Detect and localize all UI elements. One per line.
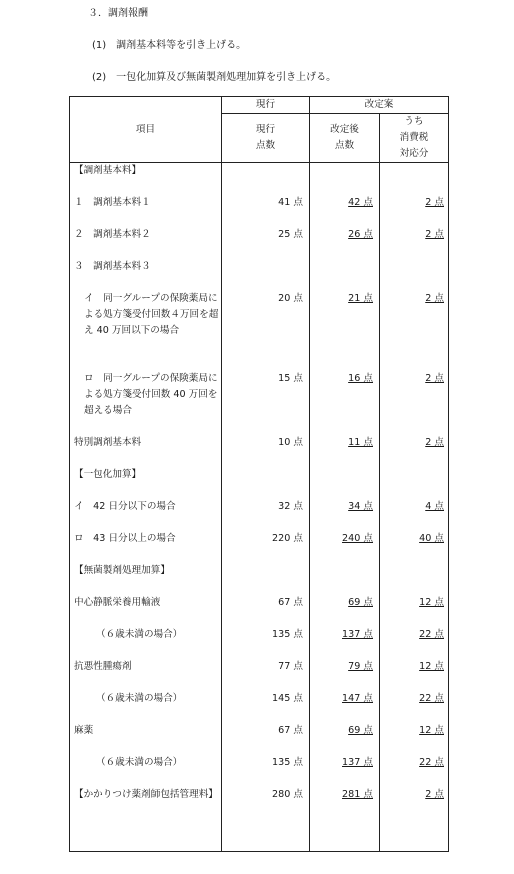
revised-points-cell [310,195,380,227]
revised-points: 69 点 [348,725,373,736]
table-row [70,371,449,435]
current-points: 145 点 [222,691,310,723]
current-points [222,467,310,499]
table-body [70,163,449,852]
revised-points: 147 点 [342,693,373,704]
tax-portion-cell [380,467,449,499]
revised-points-cell [310,691,380,723]
revised-points: 34 点 [348,501,373,512]
table-row [70,627,449,659]
revised-points-cell [310,531,380,563]
revised-points-cell [310,563,380,595]
header-current-points: 現行 点数 [222,114,310,163]
tax-portion: 2 点 [425,373,444,384]
header-item: 項目 [70,97,222,163]
current-points [222,259,310,291]
row-label: 【かかりつけ薬剤師包括管理料】 [70,787,222,852]
row-label: 【一包化加算】 [70,467,222,499]
tax-portion: 2 点 [425,789,444,800]
revised-points-cell [310,259,380,291]
revised-points: 21 点 [348,293,373,304]
table-row [70,499,449,531]
tax-portion: 22 点 [419,757,444,768]
tax-portion: 2 点 [425,197,444,208]
current-points: 25 点 [222,227,310,259]
tax-portion-cell [380,195,449,227]
table-row [70,531,449,563]
tax-portion-cell [380,787,449,852]
revised-points-cell [310,595,380,627]
revised-points-cell [310,659,380,691]
tax-portion-cell [380,627,449,659]
table-row [70,259,449,291]
tax-portion-cell [380,163,449,196]
current-points: 280 点 [222,787,310,852]
table-row [70,195,449,227]
revised-points: 69 点 [348,597,373,608]
row-label: ロ 43 日分以上の場合 [70,531,222,563]
current-points [222,163,310,196]
revised-points: 26 点 [348,229,373,240]
row-label: 麻薬 [70,723,222,755]
row-label: イ 同一グループの保険薬局による処方箋受付回数４万回を超え 40 万回以下の場合 [70,291,222,371]
tax-portion: 22 点 [419,693,444,704]
table-row [70,435,449,467]
header-revised-points: 改定後 点数 [310,114,380,163]
revised-points-cell [310,371,380,435]
row-label: 特別調剤基本料 [70,435,222,467]
revised-points-cell [310,723,380,755]
tax-portion: 2 点 [425,293,444,304]
revised-points-cell [310,627,380,659]
tax-portion-cell [380,691,449,723]
tax-portion: 2 点 [425,437,444,448]
revised-points: 79 点 [348,661,373,672]
revised-points: 16 点 [348,373,373,384]
tax-portion: 22 点 [419,629,444,640]
tax-portion-cell [380,531,449,563]
header-tax-portion: うち 消費税 対応分 [380,114,449,163]
revised-points: 137 点 [342,757,373,768]
revised-points-cell [310,227,380,259]
row-label: １ 調剤基本料１ [70,195,222,227]
row-label: 中心静脈栄養用輸液 [70,595,222,627]
row-label: （６歳未満の場合） [70,627,222,659]
subsection-1: (1) 調剤基本料等を引き上げる。 [92,40,247,51]
row-label: イ 42 日分以下の場合 [70,499,222,531]
current-points: 10 点 [222,435,310,467]
row-label: ロ 同一グループの保険薬局による処方箋受付回数 40 万回を超える場合 [70,371,222,435]
tax-portion: 4 点 [425,501,444,512]
tax-portion-cell [380,563,449,595]
table-row [70,163,449,196]
header-revised-group: 改定案 [310,97,449,114]
table-row [70,595,449,627]
row-label: ２ 調剤基本料２ [70,227,222,259]
revised-points-cell [310,291,380,371]
tax-portion: 40 点 [419,533,444,544]
table-row [70,691,449,723]
row-label: 抗悪性腫瘍剤 [70,659,222,691]
table-row [70,467,449,499]
revised-points: 11 点 [348,437,373,448]
current-points: 220 点 [222,531,310,563]
tax-portion-cell [380,499,449,531]
table-row [70,787,449,852]
revised-points: 240 点 [342,533,373,544]
tax-portion: 12 点 [419,661,444,672]
section-heading: ３．調剤報酬 [88,8,148,19]
current-points [222,563,310,595]
table-row [70,291,449,371]
revised-points-cell [310,163,380,196]
subsection-2: (2) 一包化加算及び無菌製剤処理加算を引き上げる。 [92,72,337,83]
table-row [70,227,449,259]
tax-portion-cell [380,259,449,291]
revised-points: 281 点 [342,789,373,800]
fee-table [69,96,449,852]
current-points: 32 点 [222,499,310,531]
tax-portion-cell [380,435,449,467]
row-label: （６歳未満の場合） [70,691,222,723]
revised-points-cell [310,499,380,531]
current-points: 15 点 [222,371,310,435]
row-label: （６歳未満の場合） [70,755,222,787]
tax-portion: 12 点 [419,597,444,608]
tax-portion-cell [380,371,449,435]
current-points: 135 点 [222,627,310,659]
revised-points: 42 点 [348,197,373,208]
tax-portion-cell [380,291,449,371]
tax-portion: 2 点 [425,229,444,240]
current-points: 135 点 [222,755,310,787]
tax-portion-cell [380,723,449,755]
current-points: 41 点 [222,195,310,227]
row-label: ３ 調剤基本料３ [70,259,222,291]
revised-points: 137 点 [342,629,373,640]
revised-points-cell [310,755,380,787]
row-label: 【無菌製剤処理加算】 [70,563,222,595]
current-points: 67 点 [222,723,310,755]
table-row [70,723,449,755]
table-row [70,563,449,595]
header-current-group: 現行 [222,97,310,114]
current-points: 67 点 [222,595,310,627]
table-row [70,659,449,691]
current-points: 77 点 [222,659,310,691]
row-label: 【調剤基本料】 [70,163,222,196]
tax-portion: 12 点 [419,725,444,736]
tax-portion-cell [380,595,449,627]
revised-points-cell [310,467,380,499]
revised-points-cell [310,435,380,467]
current-points: 20 点 [222,291,310,371]
revised-points-cell [310,787,380,852]
tax-portion-cell [380,659,449,691]
table-row [70,755,449,787]
tax-portion-cell [380,755,449,787]
tax-portion-cell [380,227,449,259]
